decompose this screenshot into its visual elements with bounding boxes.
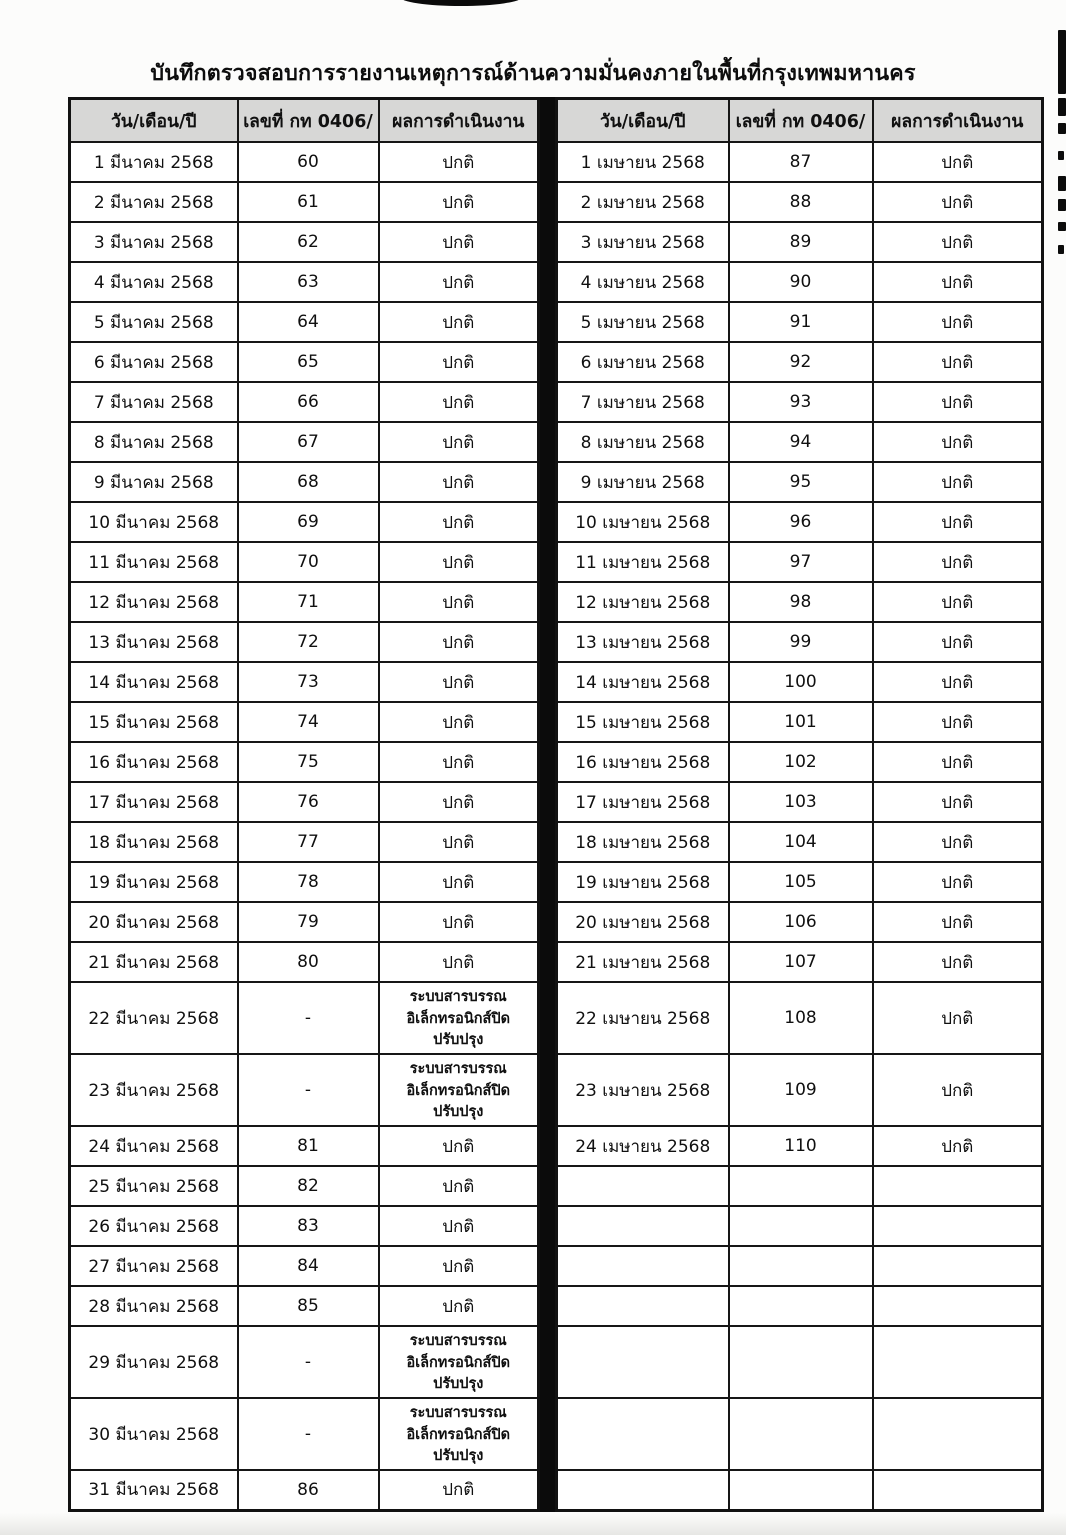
table-row xyxy=(557,182,1043,222)
table-row xyxy=(557,902,1043,942)
result-cell: ปกติ xyxy=(379,422,539,462)
table-row xyxy=(70,1286,539,1326)
result-cell: ปกติ xyxy=(873,622,1043,662)
table-row xyxy=(70,582,539,622)
document-number-cell: 84 xyxy=(238,1246,379,1286)
document-number-cell: 92 xyxy=(729,342,873,382)
date-cell: 14 มีนาคม 2568 xyxy=(70,662,238,702)
date-cell: 22 เมษายน 2568 xyxy=(557,982,729,1054)
date-cell: 24 มีนาคม 2568 xyxy=(70,1126,238,1166)
header-cell: ผลการดำเนินงาน xyxy=(873,99,1043,143)
date-cell: 18 เมษายน 2568 xyxy=(557,822,729,862)
table-row xyxy=(70,862,539,902)
result-cell: ปกติ xyxy=(873,782,1043,822)
table-row xyxy=(557,542,1043,582)
result-cell: ปกติ xyxy=(379,1286,539,1326)
result-cell: ปกติ xyxy=(379,1166,539,1206)
date-cell xyxy=(557,1246,729,1286)
scan-artifact-edge-mark xyxy=(1058,199,1066,211)
table-row xyxy=(70,1398,539,1470)
document-number-cell: 97 xyxy=(729,542,873,582)
document-number-cell: 100 xyxy=(729,662,873,702)
document-number-cell: 79 xyxy=(238,902,379,942)
result-cell: ปกติ xyxy=(379,822,539,862)
table-row xyxy=(557,342,1043,382)
date-cell: 2 เมษายน 2568 xyxy=(557,182,729,222)
result-cell: ปกติ xyxy=(873,262,1043,302)
page-bottom-shadow xyxy=(0,1513,1066,1535)
maintenance-text-line: ระบบสารบรรณ xyxy=(409,1405,507,1422)
result-cell: ปกติ xyxy=(873,502,1043,542)
scan-artifact-edge-mark xyxy=(1058,245,1064,254)
table-row xyxy=(70,142,539,182)
date-cell: 16 เมษายน 2568 xyxy=(557,742,729,782)
document-number-cell: 101 xyxy=(729,702,873,742)
result-cell: ปกติ xyxy=(379,1470,539,1510)
document-number-cell: 72 xyxy=(238,622,379,662)
scan-artifact-edge-mark xyxy=(1058,151,1064,160)
date-cell: 27 มีนาคม 2568 xyxy=(70,1246,238,1286)
date-cell: 3 มีนาคม 2568 xyxy=(70,222,238,262)
table-row xyxy=(557,1126,1043,1166)
document-number-cell: 61 xyxy=(238,182,379,222)
date-cell: 23 เมษายน 2568 xyxy=(557,1054,729,1126)
document-number-cell: 66 xyxy=(238,382,379,422)
document-number-cell: 102 xyxy=(729,742,873,782)
document-number-cell: 74 xyxy=(238,702,379,742)
result-cell xyxy=(379,1054,539,1126)
table-row xyxy=(70,662,539,702)
table-row xyxy=(557,1470,1043,1510)
table-row xyxy=(70,1326,539,1398)
table-row xyxy=(557,662,1043,702)
date-cell: 13 มีนาคม 2568 xyxy=(70,622,238,662)
result-cell: ปกติ xyxy=(873,702,1043,742)
result-cell xyxy=(873,1206,1043,1246)
date-cell: 26 มีนาคม 2568 xyxy=(70,1206,238,1246)
document-number-cell: 94 xyxy=(729,422,873,462)
document-number-cell: 77 xyxy=(238,822,379,862)
date-cell: 3 เมษายน 2568 xyxy=(557,222,729,262)
result-cell: ปกติ xyxy=(379,382,539,422)
table-row xyxy=(557,742,1043,782)
table-divider-bar xyxy=(540,97,555,1512)
table-row xyxy=(70,222,539,262)
document-number-cell: 82 xyxy=(238,1166,379,1206)
result-cell xyxy=(873,1398,1043,1470)
result-cell: ปกติ xyxy=(379,262,539,302)
document-number-cell: 80 xyxy=(238,942,379,982)
table-row xyxy=(557,982,1043,1054)
document-number-cell: 76 xyxy=(238,782,379,822)
table-row xyxy=(557,1326,1043,1398)
scan-artifact-top-arc xyxy=(400,0,522,6)
document-number-cell: 88 xyxy=(729,182,873,222)
document-number-cell: 90 xyxy=(729,262,873,302)
table-row xyxy=(557,862,1043,902)
result-cell xyxy=(379,982,539,1054)
date-cell: 7 เมษายน 2568 xyxy=(557,382,729,422)
table-row xyxy=(70,822,539,862)
result-cell: ปกติ xyxy=(379,1206,539,1246)
result-cell: ปกติ xyxy=(379,942,539,982)
table-row xyxy=(557,222,1043,262)
date-cell: 25 มีนาคม 2568 xyxy=(70,1166,238,1206)
result-cell: ปกติ xyxy=(379,142,539,182)
document-number-cell: 110 xyxy=(729,1126,873,1166)
table-row xyxy=(557,382,1043,422)
tables-container xyxy=(68,97,1044,1512)
document-number-cell: 85 xyxy=(238,1286,379,1326)
date-cell: 6 มีนาคม 2568 xyxy=(70,342,238,382)
result-cell xyxy=(873,1246,1043,1286)
document-number-cell xyxy=(729,1286,873,1326)
date-cell: 11 เมษายน 2568 xyxy=(557,542,729,582)
table-row xyxy=(70,1470,539,1510)
table-row xyxy=(70,1206,539,1246)
document-number-cell: 106 xyxy=(729,902,873,942)
table-row xyxy=(70,742,539,782)
result-cell: ปกติ xyxy=(379,782,539,822)
date-cell: 5 เมษายน 2568 xyxy=(557,302,729,342)
maintenance-text-line: อิเล็กทรอนิกส์ปิดปรับปรุง xyxy=(406,1011,511,1048)
table-row xyxy=(70,302,539,342)
document-number-cell: 91 xyxy=(729,302,873,342)
date-cell: 15 เมษายน 2568 xyxy=(557,702,729,742)
table-row xyxy=(557,582,1043,622)
table-row xyxy=(70,422,539,462)
date-cell: 4 มีนาคม 2568 xyxy=(70,262,238,302)
date-cell: 15 มีนาคม 2568 xyxy=(70,702,238,742)
result-cell: ปกติ xyxy=(873,342,1043,382)
table-row xyxy=(70,382,539,422)
table-row xyxy=(557,702,1043,742)
date-cell: 16 มีนาคม 2568 xyxy=(70,742,238,782)
document-number-cell xyxy=(729,1470,873,1510)
result-cell: ปกติ xyxy=(873,182,1043,222)
result-cell: ปกติ xyxy=(873,822,1043,862)
maintenance-text-line: ระบบสารบรรณ xyxy=(409,1061,507,1078)
date-cell: 22 มีนาคม 2568 xyxy=(70,982,238,1054)
document-number-cell: 96 xyxy=(729,502,873,542)
table-row xyxy=(557,1206,1043,1246)
date-cell: 31 มีนาคม 2568 xyxy=(70,1470,238,1510)
document-number-cell xyxy=(729,1398,873,1470)
table-row xyxy=(70,942,539,982)
maintenance-text-line: ระบบสารบรรณ xyxy=(409,1333,507,1350)
result-cell: ปกติ xyxy=(379,462,539,502)
date-cell xyxy=(557,1286,729,1326)
document-number-cell: - xyxy=(238,982,379,1054)
document-number-cell: 81 xyxy=(238,1126,379,1166)
table-row xyxy=(557,622,1043,662)
document-number-cell: 107 xyxy=(729,942,873,982)
document-number-cell: 89 xyxy=(729,222,873,262)
result-cell: ปกติ xyxy=(379,222,539,262)
document-number-cell: 70 xyxy=(238,542,379,582)
table-row xyxy=(70,1246,539,1286)
date-cell: 5 มีนาคม 2568 xyxy=(70,302,238,342)
document-number-cell: 95 xyxy=(729,462,873,502)
table-row xyxy=(70,342,539,382)
header-cell: วัน/เดือน/ปี xyxy=(70,99,238,143)
date-cell: 30 มีนาคม 2568 xyxy=(70,1398,238,1470)
date-cell: 12 มีนาคม 2568 xyxy=(70,582,238,622)
result-cell: ปกติ xyxy=(379,742,539,782)
result-cell: ปกติ xyxy=(379,862,539,902)
result-cell xyxy=(873,1166,1043,1206)
result-cell: ปกติ xyxy=(873,942,1043,982)
document-number-cell: - xyxy=(238,1054,379,1126)
date-cell: 9 เมษายน 2568 xyxy=(557,462,729,502)
date-cell: 2 มีนาคม 2568 xyxy=(70,182,238,222)
result-cell: ปกติ xyxy=(873,142,1043,182)
table-row xyxy=(70,462,539,502)
document-number-cell: 83 xyxy=(238,1206,379,1246)
table-row xyxy=(70,502,539,542)
document-number-cell: 68 xyxy=(238,462,379,502)
document-number-cell: 60 xyxy=(238,142,379,182)
date-cell xyxy=(557,1166,729,1206)
header-cell: วัน/เดือน/ปี xyxy=(557,99,729,143)
header-cell: ผลการดำเนินงาน xyxy=(379,99,539,143)
result-cell: ปกติ xyxy=(873,302,1043,342)
result-cell: ปกติ xyxy=(379,622,539,662)
result-cell: ปกติ xyxy=(379,182,539,222)
date-cell: 9 มีนาคม 2568 xyxy=(70,462,238,502)
date-cell: 20 เมษายน 2568 xyxy=(557,902,729,942)
document-number-cell: 71 xyxy=(238,582,379,622)
document-number-cell: 78 xyxy=(238,862,379,902)
date-cell: 10 มีนาคม 2568 xyxy=(70,502,238,542)
date-cell: 11 มีนาคม 2568 xyxy=(70,542,238,582)
result-cell: ปกติ xyxy=(379,502,539,542)
table-row xyxy=(557,502,1043,542)
april-report-table xyxy=(555,97,1044,1512)
table-row xyxy=(70,542,539,582)
date-cell: 28 มีนาคม 2568 xyxy=(70,1286,238,1326)
date-cell: 8 มีนาคม 2568 xyxy=(70,422,238,462)
date-cell: 8 เมษายน 2568 xyxy=(557,422,729,462)
document-number-cell: 98 xyxy=(729,582,873,622)
table-row xyxy=(557,1246,1043,1286)
result-cell: ปกติ xyxy=(873,902,1043,942)
document-number-cell: 108 xyxy=(729,982,873,1054)
document-number-cell: 104 xyxy=(729,822,873,862)
table-row xyxy=(70,982,539,1054)
result-cell: ปกติ xyxy=(379,302,539,342)
result-cell: ปกติ xyxy=(873,662,1043,702)
date-cell: 24 เมษายน 2568 xyxy=(557,1126,729,1166)
result-cell: ปกติ xyxy=(873,1054,1043,1126)
table-row xyxy=(557,1166,1043,1206)
table-row xyxy=(557,422,1043,462)
table-row xyxy=(70,622,539,662)
date-cell xyxy=(557,1470,729,1510)
date-cell: 6 เมษายน 2568 xyxy=(557,342,729,382)
result-cell xyxy=(873,1326,1043,1398)
document-number-cell: 86 xyxy=(238,1470,379,1510)
document-number-cell xyxy=(729,1326,873,1398)
table-row xyxy=(557,782,1043,822)
table-row xyxy=(557,462,1043,502)
date-cell: 4 เมษายน 2568 xyxy=(557,262,729,302)
result-cell: ปกติ xyxy=(873,422,1043,462)
result-cell: ปกติ xyxy=(379,1246,539,1286)
document-number-cell: 75 xyxy=(238,742,379,782)
document-number-cell: 93 xyxy=(729,382,873,422)
result-cell xyxy=(379,1398,539,1470)
page-title: บันทึกตรวจสอบการรายงานเหตุการณ์ด้านความมั่นคงภายในพื้นที่กรุงเทพมหานคร xyxy=(150,61,916,86)
table-row xyxy=(557,262,1043,302)
result-cell: ปกติ xyxy=(379,582,539,622)
table-row xyxy=(70,1166,539,1206)
result-cell: ปกติ xyxy=(873,222,1043,262)
date-cell: 19 มีนาคม 2568 xyxy=(70,862,238,902)
result-cell: ปกติ xyxy=(873,542,1043,582)
table-row xyxy=(557,1054,1043,1126)
result-cell: ปกติ xyxy=(379,542,539,582)
table-row xyxy=(557,1398,1043,1470)
date-cell: 10 เมษายน 2568 xyxy=(557,502,729,542)
table-header-row xyxy=(70,99,539,143)
date-cell: 21 เมษายน 2568 xyxy=(557,942,729,982)
result-cell xyxy=(873,1470,1043,1510)
document-number-cell: 65 xyxy=(238,342,379,382)
table-row xyxy=(557,1286,1043,1326)
document-number-cell: 73 xyxy=(238,662,379,702)
result-cell: ปกติ xyxy=(873,862,1043,902)
result-cell: ปกติ xyxy=(379,702,539,742)
table-row xyxy=(70,262,539,302)
table-row xyxy=(557,302,1043,342)
result-cell: ปกติ xyxy=(873,582,1043,622)
table-row xyxy=(70,1126,539,1166)
result-cell: ปกติ xyxy=(873,382,1043,422)
date-cell xyxy=(557,1326,729,1398)
maintenance-text-line: อิเล็กทรอนิกส์ปิดปรับปรุง xyxy=(406,1427,511,1464)
date-cell: 23 มีนาคม 2568 xyxy=(70,1054,238,1126)
result-cell: ปกติ xyxy=(873,982,1043,1054)
date-cell: 17 มีนาคม 2568 xyxy=(70,782,238,822)
table-row xyxy=(557,822,1043,862)
result-cell: ปกติ xyxy=(379,902,539,942)
maintenance-text-line: อิเล็กทรอนิกส์ปิดปรับปรุง xyxy=(406,1355,511,1392)
date-cell xyxy=(557,1398,729,1470)
document-number-cell xyxy=(729,1246,873,1286)
document-number-cell: 64 xyxy=(238,302,379,342)
date-cell: 7 มีนาคม 2568 xyxy=(70,382,238,422)
table-header-row xyxy=(557,99,1043,143)
table-row xyxy=(70,182,539,222)
result-cell: ปกติ xyxy=(873,462,1043,502)
document-number-cell: 99 xyxy=(729,622,873,662)
result-cell: ปกติ xyxy=(379,342,539,382)
maintenance-text-line: อิเล็กทรอนิกส์ปิดปรับปรุง xyxy=(406,1083,511,1120)
document-number-cell: - xyxy=(238,1326,379,1398)
document-number-cell: 87 xyxy=(729,142,873,182)
document-number-cell: 63 xyxy=(238,262,379,302)
table-row xyxy=(557,942,1043,982)
table-row xyxy=(70,902,539,942)
document-number-cell xyxy=(729,1166,873,1206)
header-cell: เลขที่ กท 0406/ xyxy=(729,99,873,143)
result-cell: ปกติ xyxy=(379,1126,539,1166)
header-cell: เลขที่ กท 0406/ xyxy=(238,99,379,143)
date-cell: 1 เมษายน 2568 xyxy=(557,142,729,182)
scan-artifact-edge-mark xyxy=(1058,222,1066,231)
result-cell xyxy=(873,1286,1043,1326)
result-cell: ปกติ xyxy=(873,1126,1043,1166)
document-number-cell: 109 xyxy=(729,1054,873,1126)
date-cell: 12 เมษายน 2568 xyxy=(557,582,729,622)
document-number-cell: - xyxy=(238,1398,379,1470)
result-cell xyxy=(379,1326,539,1398)
date-cell: 1 มีนาคม 2568 xyxy=(70,142,238,182)
maintenance-text-line: ระบบสารบรรณ xyxy=(409,989,507,1006)
result-cell: ปกติ xyxy=(873,742,1043,782)
scan-artifact-edge-mark xyxy=(1058,176,1066,191)
document-number-cell: 103 xyxy=(729,782,873,822)
date-cell xyxy=(557,1206,729,1246)
date-cell: 18 มีนาคม 2568 xyxy=(70,822,238,862)
date-cell: 29 มีนาคม 2568 xyxy=(70,1326,238,1398)
date-cell: 13 เมษายน 2568 xyxy=(557,622,729,662)
table-row xyxy=(70,1054,539,1126)
document-number-cell: 67 xyxy=(238,422,379,462)
document-number-cell: 105 xyxy=(729,862,873,902)
table-row xyxy=(70,702,539,742)
march-report-table xyxy=(68,97,540,1512)
scan-artifact-edge-mark xyxy=(1058,98,1066,116)
date-cell: 14 เมษายน 2568 xyxy=(557,662,729,702)
result-cell: ปกติ xyxy=(379,662,539,702)
date-cell: 17 เมษายน 2568 xyxy=(557,782,729,822)
document-number-cell: 69 xyxy=(238,502,379,542)
scan-artifact-edge-mark xyxy=(1058,123,1066,134)
date-cell: 19 เมษายน 2568 xyxy=(557,862,729,902)
document-number-cell xyxy=(729,1206,873,1246)
table-row xyxy=(557,142,1043,182)
date-cell: 20 มีนาคม 2568 xyxy=(70,902,238,942)
date-cell: 21 มีนาคม 2568 xyxy=(70,942,238,982)
document-number-cell: 62 xyxy=(238,222,379,262)
table-row xyxy=(70,782,539,822)
